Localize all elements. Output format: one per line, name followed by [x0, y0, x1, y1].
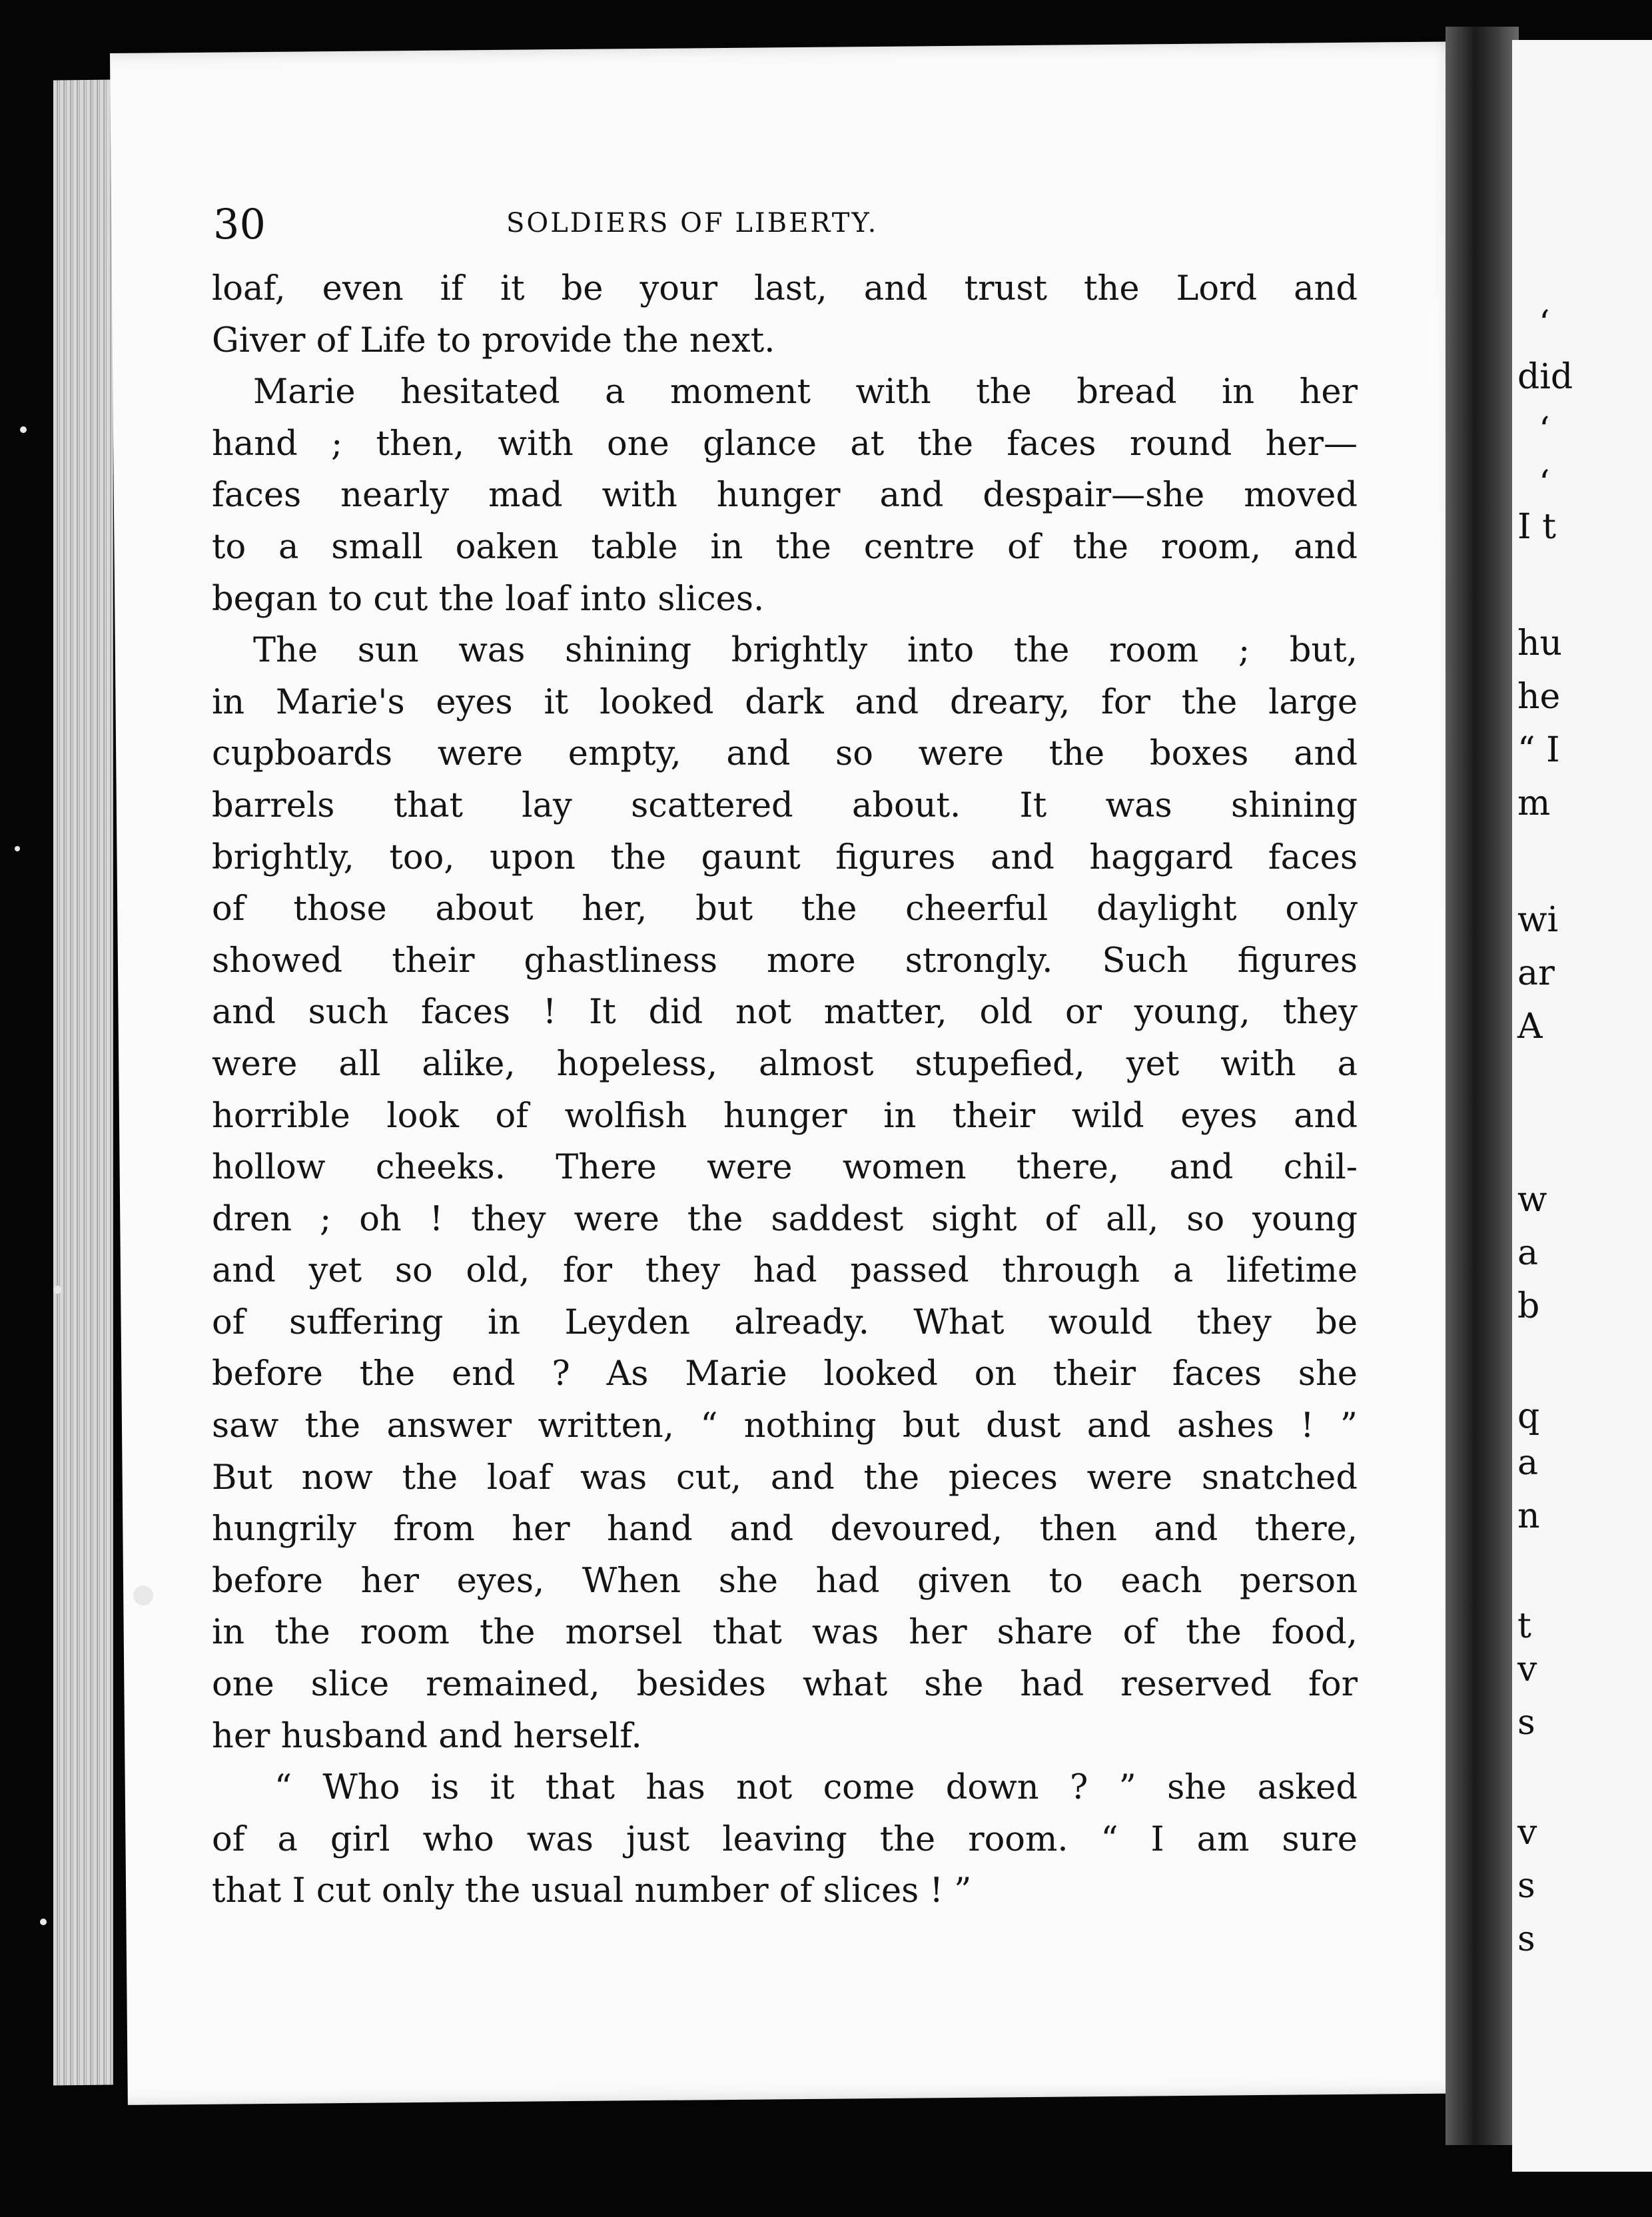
text-line: brightly, too, upon the gaunt figures and haggard faces	[212, 837, 1358, 877]
text-line: The sun was shining brightly into the room ; but,	[253, 631, 1358, 671]
page-header	[213, 200, 1346, 260]
text-line: that I cut only the usual number of slices ! ”	[212, 1871, 972, 1911]
text-line: horrible look of wolfish hunger in their wild eyes and	[212, 1096, 1358, 1136]
text-line: of a girl who was just leaving the room. “ I am sure	[212, 1819, 1358, 1859]
text-line: “ Who is it that has not come down ? ” she asked	[274, 1768, 1358, 1808]
text-line: saw the answer written, “ nothing but dust and ashes ! ”	[212, 1406, 1358, 1446]
text-line: before her eyes, When she had given to each person	[212, 1561, 1358, 1601]
text-line: of suffering in Leyden already. What would they be	[212, 1302, 1358, 1342]
text-line: hungrily from her hand and devoured, then and there,	[212, 1510, 1358, 1550]
facing-fragment: ‘	[1539, 464, 1550, 504]
facing-fragment: he	[1517, 677, 1561, 717]
page-edge-stack	[53, 80, 113, 2086]
text-line: showed their ghastliness more strongly. Such figures	[212, 941, 1358, 981]
facing-fragment: v	[1517, 1649, 1537, 1689]
text-line: and such faces ! It did not matter, old or young, they	[212, 993, 1358, 1033]
page-number: 30	[213, 200, 266, 248]
facing-fragment: A	[1517, 1007, 1543, 1047]
facing-fragment: a	[1517, 1233, 1539, 1273]
facing-fragment: s	[1517, 1703, 1535, 1743]
book-gutter	[1446, 27, 1519, 2145]
facing-fragment: I t	[1517, 507, 1556, 547]
facing-fragment: v	[1517, 1813, 1537, 1853]
text-line: in Marie's eyes it looked dark and dreary, for the large	[212, 682, 1358, 722]
facing-fragment: q	[1517, 1396, 1540, 1436]
body-text	[212, 263, 1358, 1917]
text-line: began to cut the loaf into slices.	[212, 579, 765, 619]
facing-fragment: w	[1517, 1180, 1547, 1220]
text-line: cupboards were empty, and so were the boxes and	[212, 734, 1358, 774]
facing-fragment: ‘	[1539, 410, 1550, 450]
facing-fragment: b	[1517, 1286, 1540, 1326]
text-line: to a small oaken table in the centre of the room, and	[212, 527, 1358, 567]
facing-fragment: wi	[1517, 900, 1559, 940]
facing-fragment: hu	[1517, 624, 1562, 664]
running-head: SOLDIERS OF LIBERTY.	[506, 208, 879, 238]
text-line: were all alike, hopeless, almost stupefied, yet with a	[212, 1044, 1358, 1084]
scan-speck	[20, 426, 27, 433]
scan-speck	[133, 1585, 153, 1605]
text-line: Giver of Life to provide the next.	[212, 320, 775, 360]
facing-fragment: n	[1517, 1496, 1540, 1536]
text-line: in the room the morsel that was her share of the food,	[212, 1613, 1358, 1653]
text-line: barrels that lay scattered about. It was shining	[212, 785, 1358, 825]
text-line: her husband and herself.	[212, 1716, 642, 1756]
text-line: one slice remained, besides what she had reserved for	[212, 1665, 1358, 1705]
text-line: loaf, even if it be your last, and trust the Lord and	[212, 269, 1358, 308]
facing-fragment: ar	[1517, 953, 1555, 993]
text-line: dren ; oh ! they were the saddest sight of all, so young	[212, 1199, 1358, 1239]
scan-speck	[15, 846, 20, 851]
scan-speck	[53, 1286, 61, 1294]
text-line: and yet so old, for they had passed through a lifetime	[212, 1251, 1358, 1291]
text-line: of those about her, but the cheerful daylight only	[212, 889, 1358, 929]
text-line: hollow cheeks. There were women there, and chil-	[212, 1148, 1358, 1188]
text-line: hand ; then, with one glance at the faces round her—	[212, 424, 1358, 464]
text-line: before the end ? As Marie looked on their faces she	[212, 1354, 1358, 1394]
facing-fragment: “ I	[1517, 730, 1560, 770]
facing-fragment: m	[1517, 783, 1551, 823]
facing-fragment: a	[1517, 1443, 1539, 1483]
text-line: Marie hesitated a moment with the bread in her	[253, 372, 1358, 412]
facing-fragment: s	[1517, 1866, 1535, 1906]
facing-page	[1512, 40, 1652, 2172]
facing-fragment: did	[1517, 357, 1573, 397]
facing-fragment: ‘	[1539, 304, 1550, 344]
scan-speck	[40, 1919, 47, 1925]
facing-fragment: t	[1517, 1606, 1531, 1646]
text-line: But now the loaf was cut, and the pieces were snatched	[212, 1458, 1358, 1498]
facing-fragment: s	[1517, 1919, 1535, 1959]
text-line: faces nearly mad with hunger and despair—she moved	[212, 476, 1358, 516]
